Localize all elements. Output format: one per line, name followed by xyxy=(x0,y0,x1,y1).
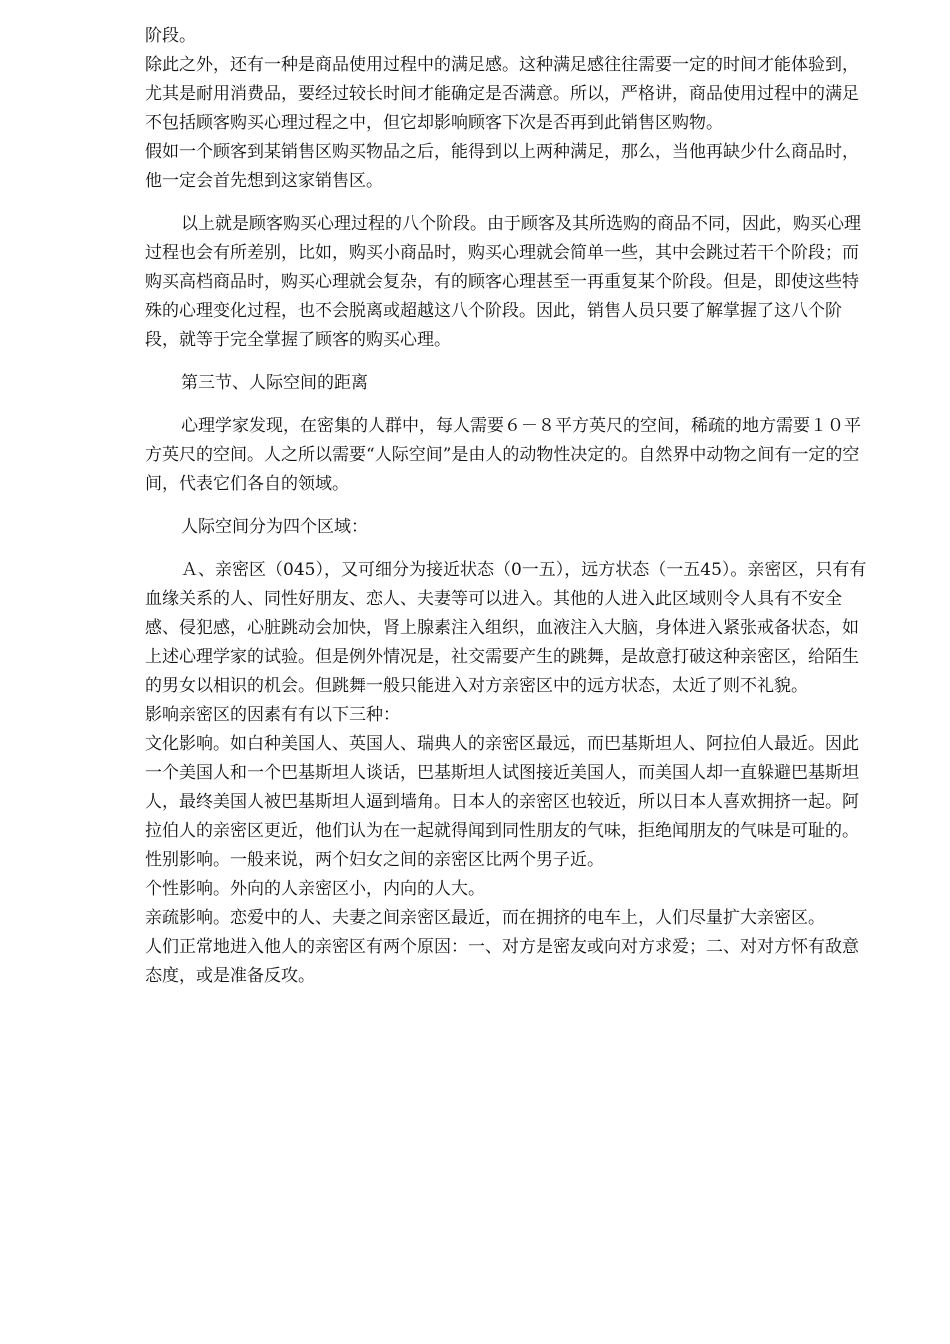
paragraph-intimate-zone: Ａ、亲密区（045），又可细分为接近状态（0一五），远方状态（一五45）。亲密区，只有有血缘关系的人、同性好朋友、恋人、夫妻等可以进入。其他的人进入此区域则令人具有不安全感、侵犯感，心脏跳动会加快，肾上腺素注入组织，血液注入大脑，身体进入紧张戒备状态，如上述心理学家的试验。但是例外情况是，社交需要产生的跳舞，是故意打破这种亲密区，给陌生的男女以相识的机会。但跳舞一般只能进入对方亲密区中的远方状态，太近了则不礼貌。 xyxy=(145,560,867,696)
document-page xyxy=(145,22,873,991)
paragraph-factors-intro: 影响亲密区的因素有有以下三种： xyxy=(145,705,400,725)
paragraph-culture-influence: 文化影响。如白种美国人、英国人、瑞典人的亲密区最远，而巴基斯坦人、阿拉伯人最近。因此一个美国人和一个巴基斯坦人谈话，巴基斯坦人试图接近美国人，而美国人却一直躲避巴基斯坦人，最终美国人被巴基斯坦人逼到墙角。日本人的亲密区也较近，所以日本人喜欢拥挤一起。阿拉伯人的亲密区更近，他们认为在一起就得闻到同性朋友的气味，拒绝闻朋友的气味是可耻的。 xyxy=(145,734,859,841)
paragraph-four-zones: 人际空间分为四个区域： xyxy=(181,517,368,537)
paragraph-personality-influence: 个性影响。外向的人亲密区小，内向的人大。 xyxy=(145,879,485,899)
paragraph-personal-space: 心理学家发现，在密集的人群中，每人需要６－８平方英尺的空间，稀疏的地方需要１０平方英尺的空间。人之所以需要“人际空间”是由人的动物性决定的。自然界中动物之间有一定的空间，代表它们各自的领域。 xyxy=(145,416,861,494)
paragraph-entry-reasons: 人们正常地进入他人的亲密区有两个原因：一、对方是密友或向对方求爱；二、对对方怀有敌意态度，或是准备反攻。 xyxy=(145,937,859,986)
paragraph-stage-end: 阶段。 xyxy=(145,26,196,46)
paragraph-gender-influence: 性别影响。一般来说，两个妇女之间的亲密区比两个男子近。 xyxy=(145,850,604,870)
paragraph-usage-satisfaction: 除此之外，还有一种是商品使用过程中的满足感。这种满足感往往需要一定的时间才能体验到，尤其是耐用消费品，要经过较长时间才能确定是否满意。所以，严格讲，商品使用过程中的满足不包括顾客购买心理过程之中，但它却影响顾客下次是否再到此销售区购物。 xyxy=(145,55,859,133)
section-heading: 第三节、人际空间的距离 xyxy=(181,373,368,393)
paragraph-relationship-influence: 亲疏影响。恋爱中的人、夫妻之间亲密区最近，而在拥挤的电车上，人们尽量扩大亲密区。 xyxy=(145,908,825,928)
paragraph-eight-stages-summary: 以上就是顾客购买心理过程的八个阶段。由于顾客及其所选购的商品不同，因此，购买心理过程也会有所差别，比如，购买小商品时，购买心理就会简单一些，其中会跳过若干个阶段；而购买高档商品时，购买心理就会复杂，有的顾客心理甚至一再重复某个阶段。但是，即使这些特殊的心理变化过程，也不会脱离或超越这八个阶段。因此，销售人员只要了解掌握了这八个阶段，就等于完全掌握了顾客的购买心理。 xyxy=(145,214,861,350)
paragraph-two-satisfactions: 假如一个顾客到某销售区购买物品之后，能得到以上两种满足，那么，当他再缺少什么商品时，他一定会首先想到这家销售区。 xyxy=(145,142,859,191)
